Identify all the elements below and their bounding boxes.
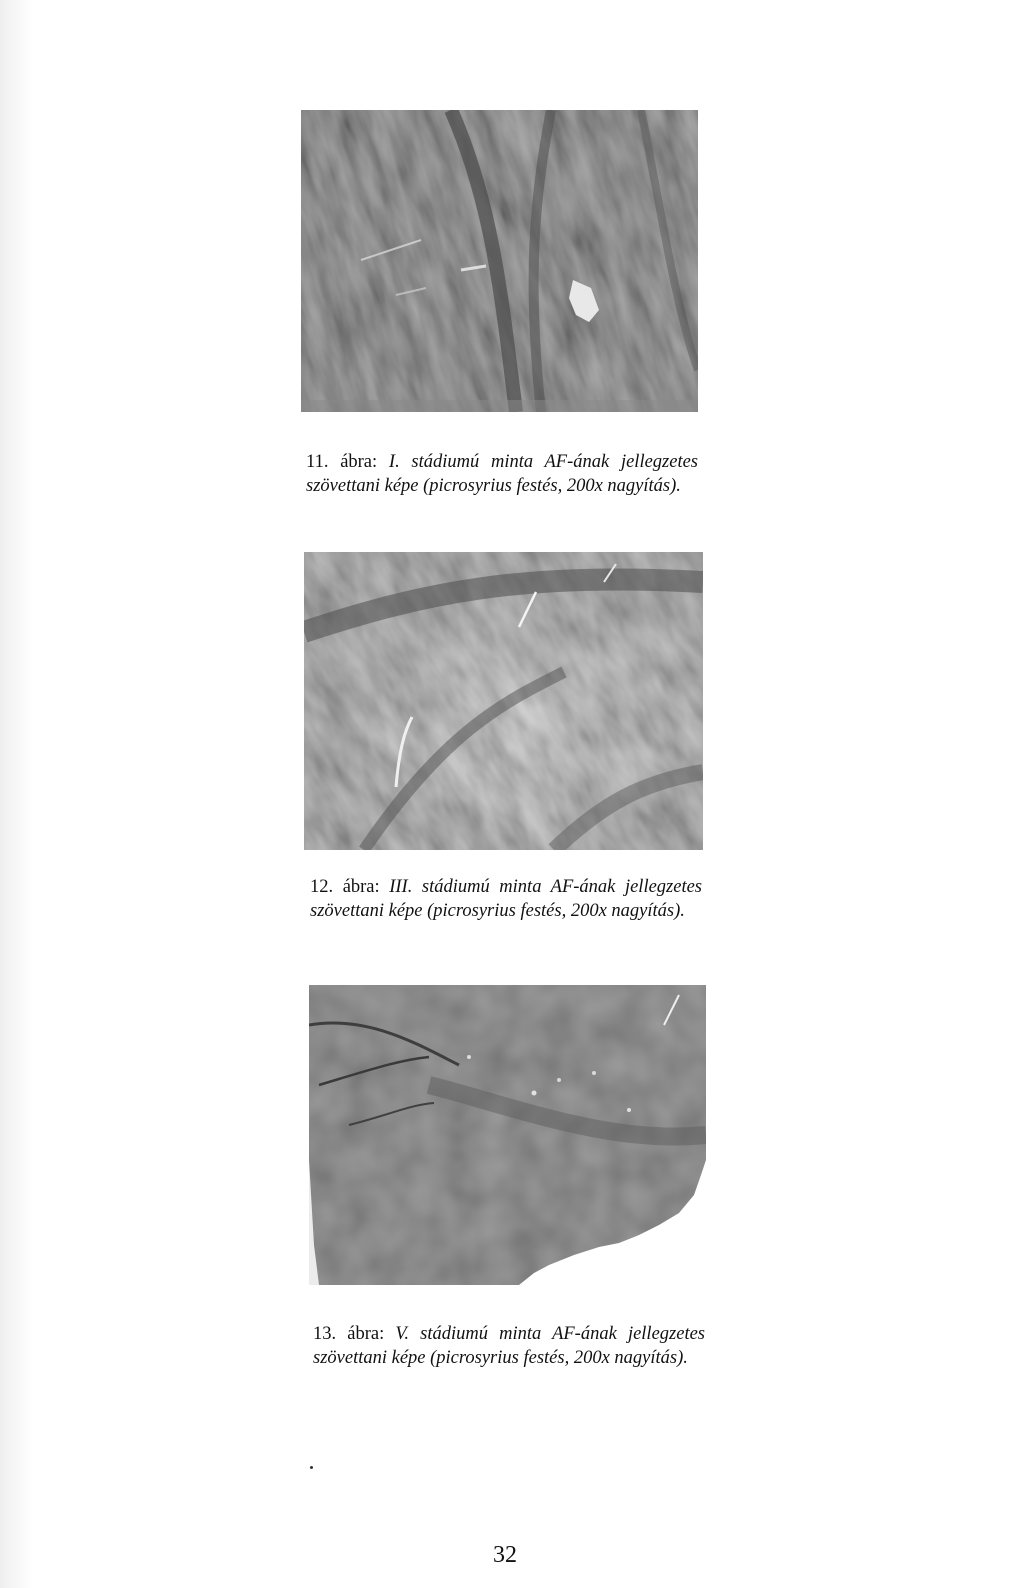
figure-number: 12.: [310, 877, 334, 897]
page-number: 32: [493, 1542, 517, 1568]
figure-caption: [313, 1322, 705, 1370]
figure-number: 13.: [313, 1324, 337, 1344]
scan-speck: [310, 1466, 313, 1469]
figure-caption: [306, 450, 698, 498]
histology-image-stage-3: [304, 552, 703, 850]
figure-number: 11.: [306, 452, 329, 472]
figure-caption-text: I. stádiumú minta AF-ának jellegzetes szövettani képe (picrosyrius festés, 200x nagyítás).: [306, 452, 699, 496]
figure-caption-text: III. stádiumú minta AF-ának jellegzetes szövettani képe (picrosyrius festés, 200x nagyítás).: [310, 877, 703, 921]
scan-edge-shadow: [0, 0, 34, 1588]
figure-label: ábra:: [342, 877, 380, 897]
figure-caption-text: V. stádiumú minta AF-ának jellegzetes szövettani képe (picrosyrius festés, 200x nagyítás).: [313, 1324, 705, 1368]
figure-caption: [310, 875, 702, 923]
figure-label: ábra:: [347, 1324, 385, 1344]
histology-image-stage-1: [301, 110, 698, 412]
histology-image-stage-5: [309, 985, 706, 1285]
figure-label: ábra:: [340, 452, 378, 472]
